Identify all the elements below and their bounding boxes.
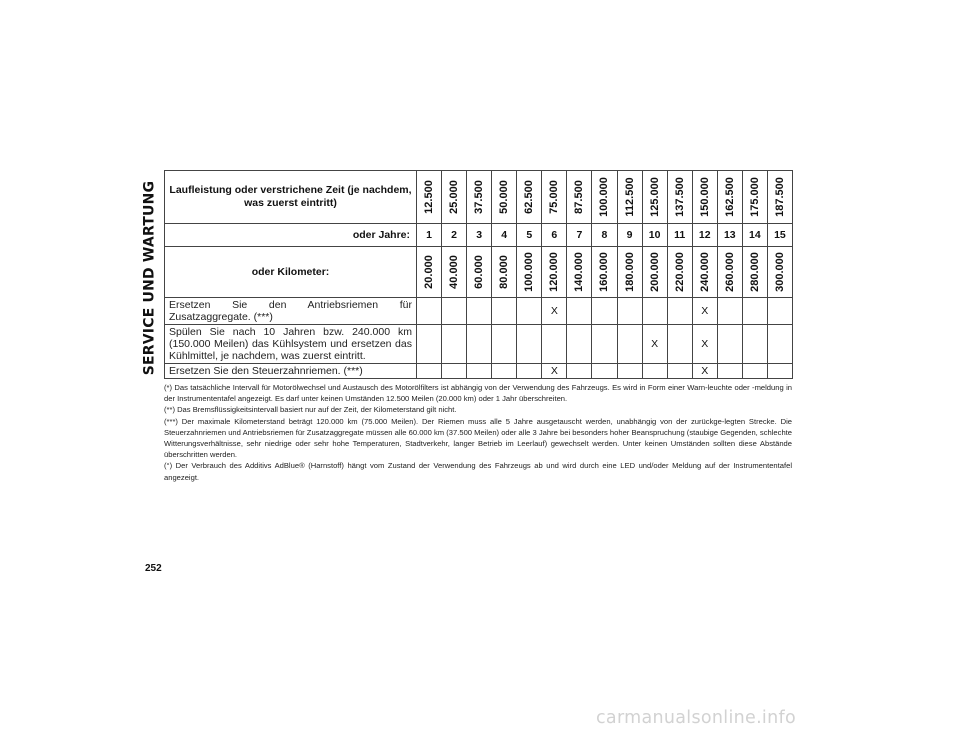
table-row (165, 298, 793, 325)
table-row (165, 325, 793, 364)
year-value: 8 (592, 224, 617, 247)
miles-value: 12.500 (423, 180, 436, 214)
year-value: 6 (542, 224, 567, 247)
interval-mark (442, 364, 467, 379)
interval-mark (492, 364, 517, 379)
km-value: 200.000 (648, 252, 661, 292)
km-cell (592, 247, 617, 298)
km-value: 20.000 (423, 255, 436, 289)
interval-mark (567, 364, 592, 379)
miles-value: 50.000 (498, 180, 511, 214)
km-cell (542, 247, 567, 298)
km-value: 140.000 (573, 252, 586, 292)
miles-value: 150.000 (698, 177, 711, 217)
km-cell (492, 247, 517, 298)
year-value: 9 (617, 224, 642, 247)
km-cell (767, 247, 792, 298)
miles-cell (617, 171, 642, 224)
interval-mark (467, 325, 492, 364)
km-value: 80.000 (498, 255, 511, 289)
km-cell (442, 247, 467, 298)
interval-mark (642, 364, 667, 379)
km-cell (742, 247, 767, 298)
interval-mark (567, 325, 592, 364)
miles-value: 62.500 (523, 180, 536, 214)
miles-cell (467, 171, 492, 224)
km-value: 160.000 (598, 252, 611, 292)
header-row-years (165, 224, 793, 247)
header-row-km (165, 247, 793, 298)
interval-mark (742, 298, 767, 325)
interval-mark (517, 364, 542, 379)
miles-cell (417, 171, 442, 224)
km-value: 100.000 (523, 252, 536, 292)
miles-value: 137.500 (673, 177, 686, 217)
page-number: 252 (145, 563, 162, 574)
row-description: Ersetzen Sie den Antriebsriemen für Zusatzaggregate. (***) (165, 298, 417, 325)
interval-mark (492, 325, 517, 364)
interval-mark: X (542, 298, 567, 325)
section-title-text: SERVICE UND WARTUNG (141, 180, 157, 376)
km-value: 260.000 (723, 252, 736, 292)
interval-mark (742, 325, 767, 364)
km-value: 220.000 (673, 252, 686, 292)
interval-mark (542, 325, 567, 364)
interval-mark (717, 298, 742, 325)
interval-mark (667, 325, 692, 364)
miles-cell (592, 171, 617, 224)
km-value: 40.000 (448, 255, 461, 289)
year-value: 13 (717, 224, 742, 247)
year-value: 11 (667, 224, 692, 247)
interval-mark: X (692, 325, 717, 364)
km-value: 120.000 (548, 252, 561, 292)
km-cell (417, 247, 442, 298)
interval-mark (742, 364, 767, 379)
miles-cell (567, 171, 592, 224)
interval-mark (717, 325, 742, 364)
row-description: Spülen Sie nach 10 Jahren bzw. 240.000 km (150.000 Meilen) das Kühlsystem und ersetzen das Kühlmittel, je nachdem, was zuerst eintritt. (165, 325, 417, 364)
year-value: 1 (417, 224, 442, 247)
miles-value: 25.000 (448, 180, 461, 214)
miles-cell (692, 171, 717, 224)
miles-cell (717, 171, 742, 224)
interval-mark (442, 325, 467, 364)
interval-mark (417, 325, 442, 364)
year-value: 5 (517, 224, 542, 247)
header-label: Laufleistung oder verstrichene Zeit (je nachdem, was zuerst eintritt) (165, 171, 417, 224)
year-value: 14 (742, 224, 767, 247)
year-value: 15 (767, 224, 792, 247)
interval-mark (617, 298, 642, 325)
interval-mark (417, 364, 442, 379)
interval-mark (667, 298, 692, 325)
header-row-miles (165, 171, 793, 224)
miles-cell (442, 171, 467, 224)
interval-mark (442, 298, 467, 325)
miles-value: 75.000 (548, 180, 561, 214)
year-value: 4 (492, 224, 517, 247)
km-value: 300.000 (773, 252, 786, 292)
interval-mark (617, 325, 642, 364)
interval-mark (517, 298, 542, 325)
footnote-3: (***) Der maximale Kilometerstand beträgt 120.000 km (75.000 Meilen). Der Riemen muss alle 5 Jahre ausgetauscht werden, unabhängig von der zurückge-legten Strecke. Die Steuerzahnriemen und Antriebsriemen für Zusatzaggregate müssen alle 60.000 km (37.500 Meilen) oder alle 3 Jahre bei besonders hoher Beanspruchung (staubige Gegenden, schlechte Witterungsverhältnisse, sehr niedrige oder sehr hohe Temperaturen, Stadtverkehr, langer Betrieb im Leerlauf) gewechselt werden. Unter keinen Umständen sollten diese Abstände überschritten werden. (164, 416, 792, 460)
interval-mark (517, 325, 542, 364)
interval-mark (592, 298, 617, 325)
km-label: oder Kilometer: (165, 247, 417, 298)
miles-cell (642, 171, 667, 224)
interval-mark (592, 325, 617, 364)
km-cell (517, 247, 542, 298)
interval-mark (467, 364, 492, 379)
km-value: 60.000 (473, 255, 486, 289)
footnote-4: (°) Der Verbrauch des Additivs AdBlue® (Harnstoff) hängt vom Zustand der Verwendung des Fahrzeugs ab und wird durch eine LED und/oder Meldung auf der Instrumententafel angezeigt. (164, 461, 792, 482)
year-value: 10 (642, 224, 667, 247)
footnote-2: (**) Das Bremsflüssigkeitsintervall basiert nur auf der Zeit, der Kilometerstand gilt nicht. (164, 405, 457, 415)
miles-cell (767, 171, 792, 224)
km-cell (467, 247, 492, 298)
interval-mark (567, 298, 592, 325)
km-value: 180.000 (623, 252, 636, 292)
miles-value: 87.500 (573, 180, 586, 214)
interval-mark (417, 298, 442, 325)
section-title (139, 172, 159, 384)
miles-value: 100.000 (598, 177, 611, 217)
row-description: Ersetzen Sie den Steuerzahnriemen. (***) (165, 364, 417, 379)
miles-value: 37.500 (473, 180, 486, 214)
miles-cell (542, 171, 567, 224)
km-value: 240.000 (698, 252, 711, 292)
km-cell (667, 247, 692, 298)
interval-mark (667, 364, 692, 379)
interval-mark: X (542, 364, 567, 379)
interval-mark (467, 298, 492, 325)
miles-value: 187.500 (773, 177, 786, 217)
miles-value: 175.000 (748, 177, 761, 217)
interval-mark (592, 364, 617, 379)
interval-mark (767, 298, 792, 325)
km-value: 280.000 (748, 252, 761, 292)
watermark: carmanualsonline.info (596, 708, 796, 728)
year-value: 2 (442, 224, 467, 247)
km-cell (692, 247, 717, 298)
years-label: oder Jahre: (165, 224, 417, 247)
interval-mark (767, 325, 792, 364)
miles-value: 125.000 (648, 177, 661, 217)
km-cell (717, 247, 742, 298)
interval-mark: X (642, 325, 667, 364)
miles-value: 112.500 (623, 177, 636, 217)
miles-cell (667, 171, 692, 224)
miles-cell (492, 171, 517, 224)
miles-value: 162.500 (723, 177, 736, 217)
table-row (165, 364, 793, 379)
miles-cell (742, 171, 767, 224)
interval-mark (492, 298, 517, 325)
km-cell (642, 247, 667, 298)
interval-mark: X (692, 364, 717, 379)
year-value: 7 (567, 224, 592, 247)
year-value: 3 (467, 224, 492, 247)
footnotes (164, 382, 792, 483)
interval-mark (617, 364, 642, 379)
interval-mark (767, 364, 792, 379)
km-cell (567, 247, 592, 298)
km-cell (617, 247, 642, 298)
year-value: 12 (692, 224, 717, 247)
interval-mark: X (692, 298, 717, 325)
footnote-1: (*) Das tatsächliche Intervall für Motorölwechsel und Austausch des Motorölfilters ist abhängig von der Verwendung des Fahrzeugs. Es wird in Form einer Warn-leuchte oder -meldung in der Instrumententafel angezeigt. Es darf unter keinen Umständen 12.500 Meilen (20.000 km) oder 1 Jahr überschreiten. (164, 383, 792, 404)
miles-cell (517, 171, 542, 224)
interval-mark (642, 298, 667, 325)
maintenance-table (164, 170, 793, 379)
interval-mark (717, 364, 742, 379)
